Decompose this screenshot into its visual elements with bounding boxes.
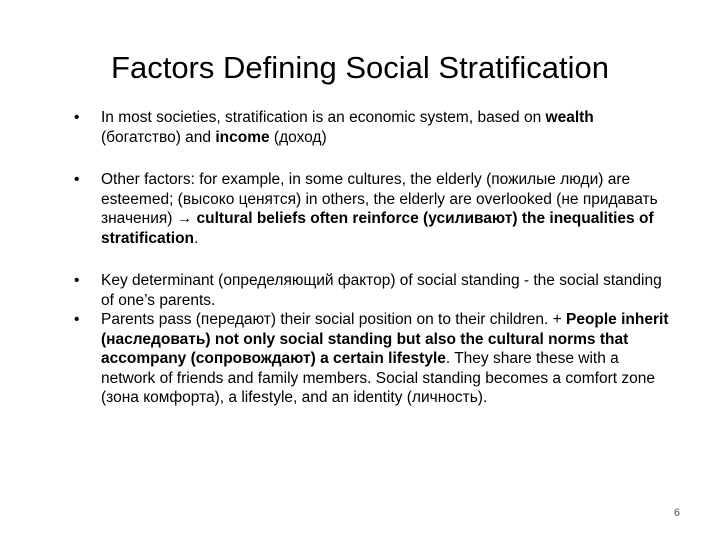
bullet-text-bold: wealth [545, 109, 594, 126]
bullet-dot: • [74, 171, 80, 188]
bullet-item [74, 310, 674, 408]
bullet-list [74, 108, 674, 408]
bullet-dot: • [74, 311, 80, 328]
bullet-dot: • [74, 272, 80, 289]
slide-title: Factors Defining Social Stratification [111, 50, 609, 85]
bullet-text-normal: (доход) [269, 128, 327, 146]
bullet-item [74, 271, 674, 310]
bullet-item [74, 170, 674, 248]
bullet-text-normal: . They share these with a network of friends and family members. Social standing becomes a comfort zone (зона комфорта), a lifestyle, and an identity (личность). [101, 350, 655, 406]
bullet-text-normal: . [194, 229, 199, 247]
bullet-text-bold: → cultural beliefs often reinforce (усиливают) the inequalities of stratification [101, 210, 654, 247]
bullet-text-normal: (богатство) and [101, 128, 216, 146]
bullet-text-normal: Key determinant (определяющий фактор) of social standing - the social standing of one’s parents. [101, 272, 662, 309]
bullet-text-normal: Parents pass (передают) their social position on to their children. + [101, 311, 566, 328]
bullet-item [74, 108, 674, 147]
bullet-text-normal: Other factors: for example, in some cultures, the elderly (пожилые люди) are esteemed; (высоко ценятся) in others, the elderly are overlooked (не придавать значения) [101, 171, 658, 227]
bullet-text-bold: income [215, 128, 270, 146]
bullet-dot: • [74, 109, 80, 126]
page-number: 6 [673, 507, 680, 519]
bullet-text-bold: People inherit (наследовать) not only social standing but also the cultural norms that accompany (сопровождают) a certain lifestyle [101, 311, 669, 367]
bullet-text-normal: In most societies, stratification is an economic system, based on [101, 109, 546, 126]
